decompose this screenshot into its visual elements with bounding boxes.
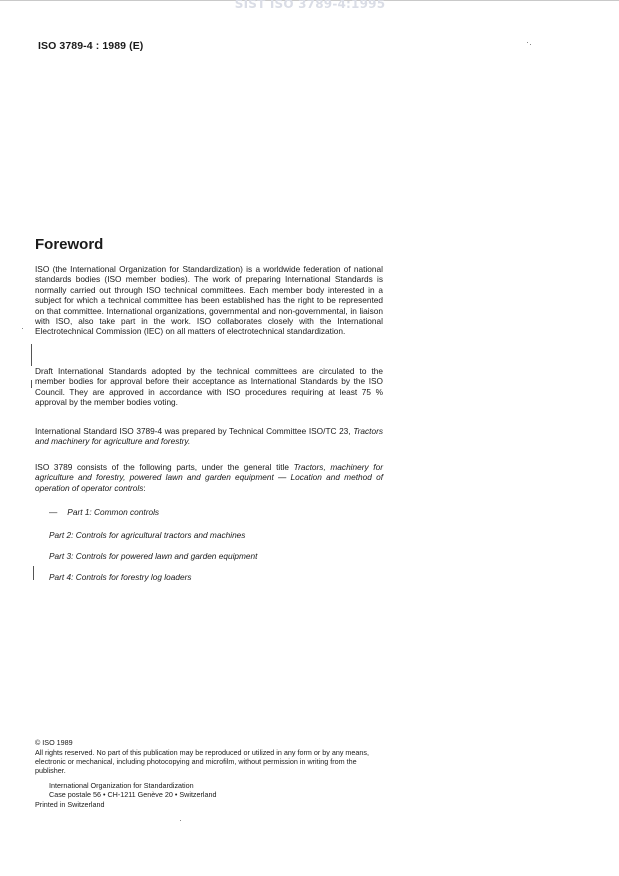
organization-name: International Organization for Standardization [49, 781, 194, 790]
part-1-label: Part 1: Common controls [67, 507, 160, 517]
list-item-part-1 [49, 507, 159, 517]
scan-speck [180, 820, 181, 821]
prepared-by-text: International Standard ISO 3789-4 was prepared by Technical Committee ISO/TC 23, [35, 426, 351, 436]
margin-change-bar [33, 566, 34, 580]
rights-statement: All rights reserved. No part of this publication may be reproduced or utilized in any form or by any means, electronic or mechanical, including photocopying and microfilm, without permission in writing from the publisher. [35, 748, 369, 775]
copyright-notice: © ISO 1989 [35, 738, 73, 747]
list-dash: — [49, 507, 58, 517]
paragraph-draft-standards: Draft International Standards adopted by the technical committees are circulated to the member bodies for approval before their acceptance as International Standards by the ISO Council. They are approved in accordance with ISO procedures requiring at least 75 % approval by the member bodies voting. [35, 366, 383, 408]
paragraph-prepared-by [35, 426, 383, 447]
list-item-part-4: Part 4: Controls for forestry log loaders [49, 572, 192, 582]
margin-change-bar [31, 380, 32, 388]
printed-in: Printed in Switzerland [35, 800, 105, 809]
general-title: Tractors, machinery for agriculture and forestry, powered lawn and garden equipment — Location and method of operation of operator controls [35, 462, 383, 493]
section-title: Foreword [35, 236, 104, 253]
paragraph-iso-intro: ISO (the International Organization for Standardization) is a worldwide federation of national standards bodies (ISO member bodies). The work of preparing International Standards is normally carried out through ISO technical committees. Each member body interested in a subject for which a technical committee has been established has the right to be represented on that committee. International organizations, governmental and non-governmental, in liaison with ISO, also take part in the work. ISO collaborates closely with the International Electrotechnical Commission (IEC) on all matters of electrotechnical standardization. [35, 264, 383, 337]
scan-speck [530, 44, 531, 45]
parts-intro-text: ISO 3789 consists of the following parts, under the general title [35, 462, 289, 472]
watermark: SIST ISO 3789-4:1995 [234, 0, 386, 11]
organization-address: Case postale 56 • CH-1211 Genève 20 • Switzerland [49, 790, 217, 799]
scan-speck [22, 328, 23, 329]
document-id: ISO 3789-4 : 1989 (E) [38, 40, 144, 52]
scan-speck [527, 42, 528, 43]
committee-title: Tractors and machinery for agriculture and forestry. [35, 426, 383, 447]
margin-change-bar [31, 344, 32, 366]
parts-intro-colon: : [143, 482, 146, 493]
list-item-part-2: Part 2: Controls for agricultural tractors and machines [49, 530, 246, 540]
list-item-part-3: Part 3: Controls for powered lawn and garden equipment [49, 551, 258, 561]
paragraph-parts-intro [35, 462, 383, 493]
